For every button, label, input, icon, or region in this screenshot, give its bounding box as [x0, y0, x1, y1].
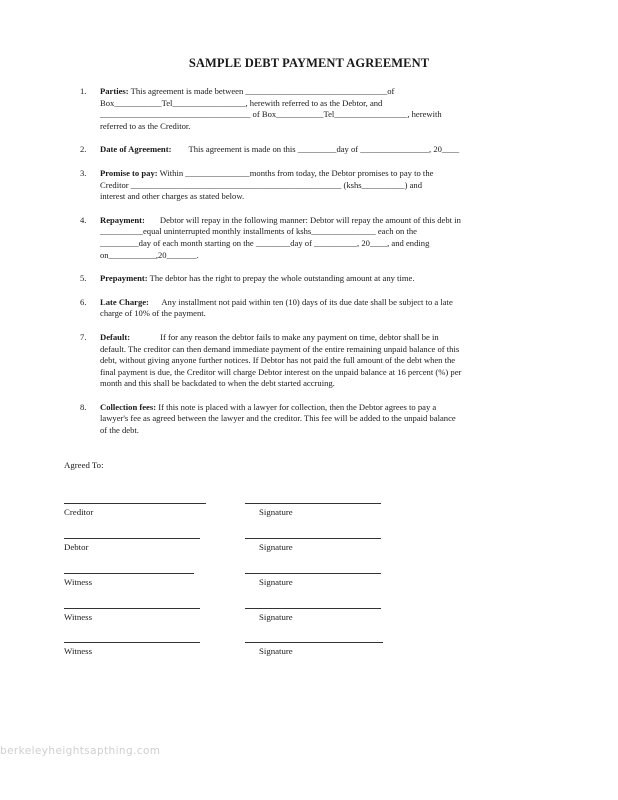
- clause-body: [100, 86, 530, 132]
- clause-label: Late Charge:: [100, 296, 149, 307]
- clause-line: Date of Agreement: This agreement is made on this _________day of ________________, 20____: [100, 144, 460, 155]
- signature-line-left[interactable]: [64, 538, 200, 539]
- clause-label: Promise to pay:: [100, 167, 158, 178]
- clause-line: on___________,20_______.: [100, 249, 199, 260]
- clause-label: Collection fees:: [100, 401, 157, 412]
- party-label: Debtor: [64, 542, 89, 552]
- clause-line: _________day of each month starting on the ________day of __________, 20____, and ending: [100, 237, 430, 248]
- signature-line-right[interactable]: [245, 642, 383, 643]
- signature-line-left[interactable]: [64, 608, 200, 609]
- watermark-text: berkeleyheightsapthing.com: [0, 745, 161, 757]
- clause-line: Collection fees: If this note is placed with a lawyer for collection, then the Debtor agrees to pay a: [100, 401, 437, 412]
- clause-body: [100, 273, 530, 285]
- clause-line: referred to as the Creditor.: [100, 120, 191, 131]
- clause-number: 8.: [80, 401, 87, 412]
- clause-1: [80, 86, 530, 132]
- clause-line: of the debt.: [100, 425, 139, 436]
- signature-label: Signature: [259, 507, 293, 517]
- clause-body: [100, 215, 530, 261]
- clause-label: Parties:: [100, 86, 129, 96]
- signature-label: Signature: [259, 542, 293, 552]
- clause-line: __________equal uninterrupted monthly installments of kshs_______________ each on the: [100, 226, 417, 237]
- clause-line: Box___________Tel_________________, herewith referred to as the Debtor, and: [100, 97, 383, 108]
- clause-number: 4.: [80, 214, 87, 225]
- party-label: Witness: [64, 577, 92, 587]
- clause-line: interest and other charges as stated below.: [100, 191, 245, 202]
- clause-line: debt, without giving anyone further notices. If Debtor has not paid the full amount of the debt when the: [100, 355, 456, 366]
- clause-label: Prepayment:: [100, 273, 148, 284]
- clause-line: Promise to pay: Within _______________months from today, the Debtor promises to pay to the: [100, 167, 434, 178]
- signature-line-left[interactable]: [64, 573, 194, 574]
- clause-7: [80, 332, 530, 390]
- clause-line: Default: If for any reason the debtor fails to make any payment on time, debtor shall be in: [100, 331, 439, 342]
- signature-line-right[interactable]: [245, 573, 381, 574]
- signature-line-left[interactable]: [64, 503, 206, 504]
- clause-8: [80, 402, 530, 437]
- signature-label: Signature: [259, 612, 293, 622]
- party-label: Witness: [64, 612, 92, 622]
- document-title: SAMPLE DEBT PAYMENT AGREEMENT: [188, 56, 430, 70]
- clause-list: [80, 86, 530, 437]
- signature-line-right[interactable]: [245, 608, 381, 609]
- clause-line: charge of 10% of the payment.: [100, 308, 206, 319]
- clause-line: Repayment: Debtor will repay in the following manner: Debtor will repay the amount of this debt in: [100, 214, 461, 225]
- clause-label: Default:: [100, 331, 131, 342]
- clause-line: default. The creditor can then demand immediate payment of the entire remaining unpaid balance of this: [100, 343, 460, 354]
- signature-line-right[interactable]: [245, 503, 381, 504]
- clause-number: 1.: [80, 86, 87, 96]
- clause-line: lawyer's fee as agreed between the lawyer and the creditor. This fee will be added to the unpaid balance: [100, 413, 456, 424]
- signature-label: Signature: [259, 646, 293, 656]
- clause-line: month and this shall be backdated to when the debt started accruing.: [100, 378, 335, 389]
- party-label: Creditor: [64, 507, 94, 517]
- signature-line-right[interactable]: [245, 538, 381, 539]
- clause-5: [80, 273, 530, 285]
- signature-line-left[interactable]: [64, 642, 200, 643]
- clause-4: [80, 215, 530, 261]
- clause-line: final payment is due, the Creditor will charge Debtor interest on the unpaid balance at 16 percent (%) per: [100, 366, 462, 377]
- clause-6: [80, 297, 530, 320]
- clause-line: Parties: This agreement is made between _________________________________of: [100, 86, 395, 96]
- clause-number: 2.: [80, 144, 87, 155]
- clause-line: ___________________________________ of Box___________Tel_________________, herewith: [100, 109, 442, 120]
- clause-line: Late Charge: Any installment not paid within ten (10) days of its due date shall be subject to a late: [100, 296, 453, 307]
- clause-body: [100, 297, 530, 320]
- clause-label: Date of Agreement:: [100, 144, 172, 155]
- clause-body: [100, 168, 530, 203]
- clause-body: [100, 144, 530, 156]
- clause-label: Repayment:: [100, 214, 145, 225]
- clause-2: [80, 144, 530, 156]
- clause-3: [80, 168, 530, 203]
- party-label: Witness: [64, 646, 92, 656]
- clause-line: Creditor _________________________________________________ (kshs__________) and: [100, 179, 423, 190]
- signature-label: Signature: [259, 577, 293, 587]
- clause-line: Prepayment: The debtor has the right to prepay the whole outstanding amount at any time.: [100, 273, 415, 284]
- clause-number: 6.: [80, 296, 87, 307]
- clause-number: 3.: [80, 167, 87, 178]
- clause-number: 5.: [80, 273, 87, 284]
- clause-number: 7.: [80, 331, 87, 342]
- clause-body: [100, 402, 530, 437]
- clause-body: [100, 332, 530, 390]
- agreed-to-heading: Agreed To:: [64, 460, 104, 470]
